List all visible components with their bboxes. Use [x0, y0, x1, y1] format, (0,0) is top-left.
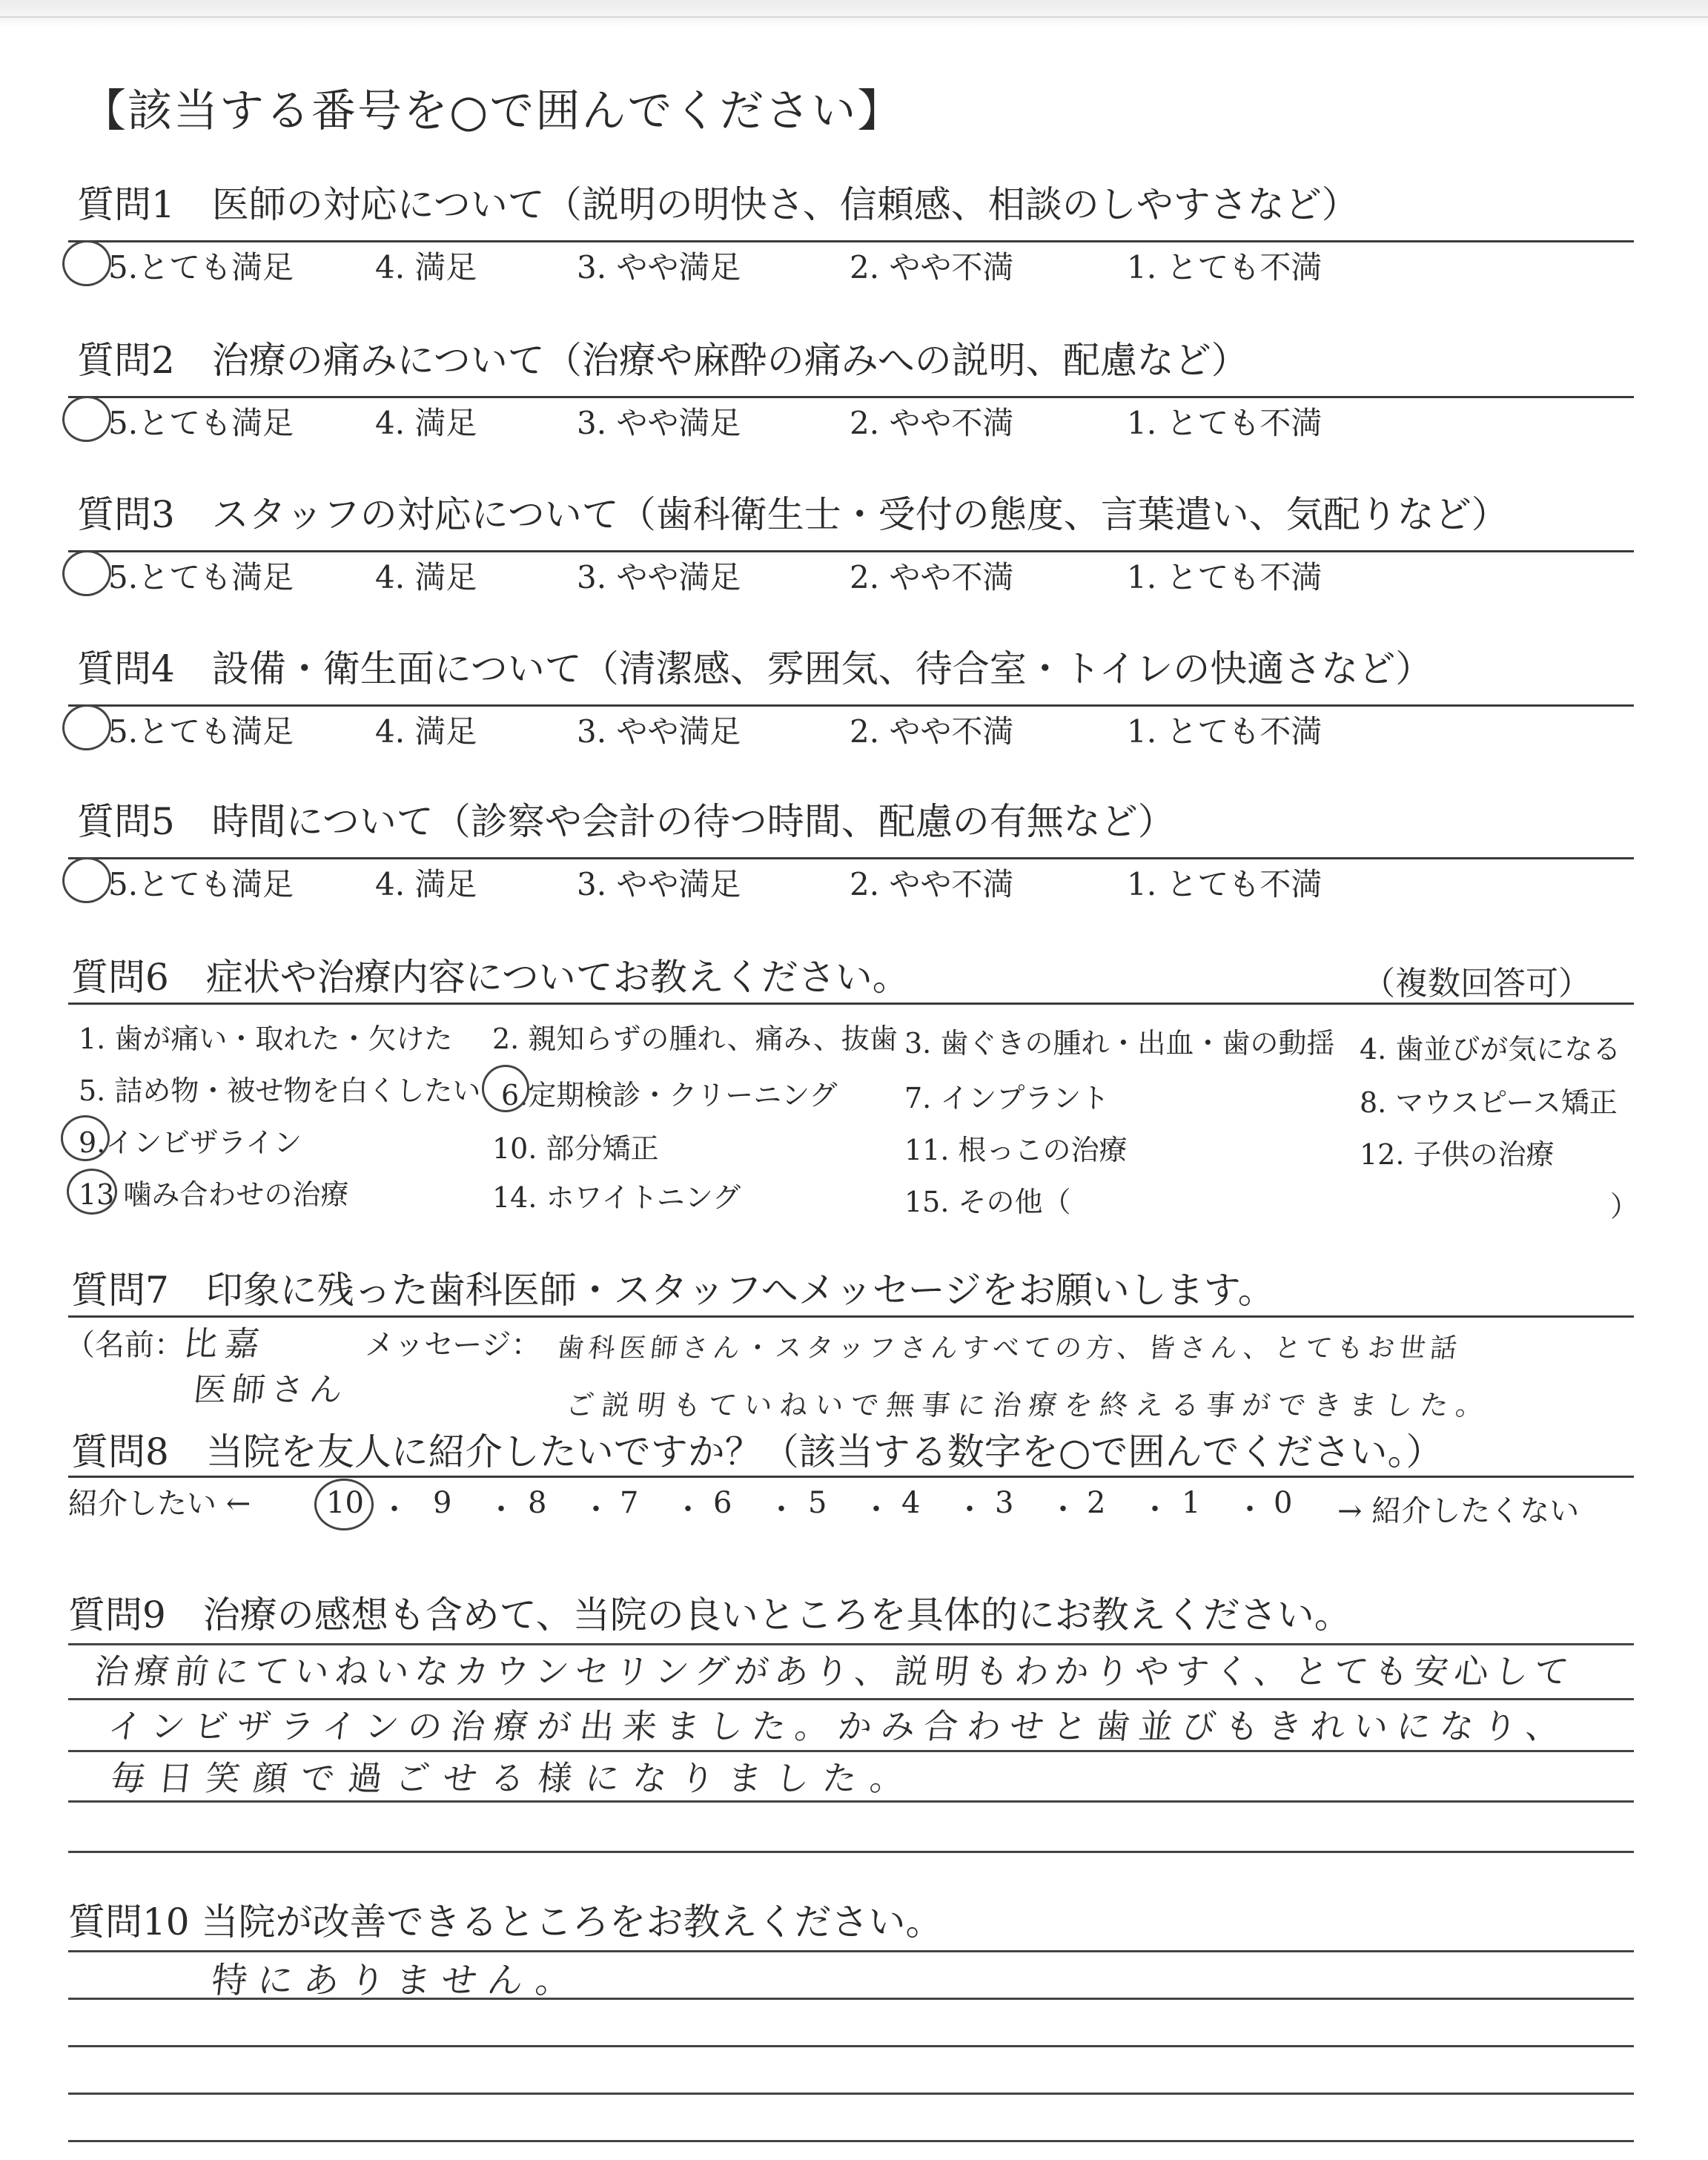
q10-rule-5	[68, 2140, 1634, 2142]
q9-answer-line3: 毎日笑顔で過ごせる様になりました。	[108, 1758, 920, 1798]
q3-option-2[interactable]: 2. やや不満	[850, 559, 1014, 595]
q9-rule-5	[68, 1851, 1634, 1853]
q9-title: 質問9 治療の感想も含めて、当院の良いところを具体的にお教えください。	[68, 1593, 1351, 1636]
q3-option-4[interactable]: 4. 満足	[375, 559, 477, 595]
q6-option-9[interactable]: 9.インビザライン	[79, 1126, 302, 1159]
q4-title: 質問4 設備・衛生面について（清潔感、雰囲気、待合室・トイレの快適さなど）	[77, 647, 1433, 690]
q6-option-10[interactable]: 10. 部分矯正	[492, 1132, 659, 1165]
q6-option-13[interactable]: 13 噛み合わせの治療	[79, 1178, 349, 1211]
q8-right-label: → 紹介したくない	[1337, 1494, 1580, 1528]
q6-option-12[interactable]: 12. 子供の治療	[1360, 1138, 1555, 1171]
q8-scale-9[interactable]: 9	[433, 1486, 452, 1520]
q7-message-handwritten-line2: ご説明もていねいで無事に治療を終える事ができました。	[564, 1389, 1493, 1421]
q7-title: 質問7 印象に残った歯科医師・スタッフへメッセージをお願いします。	[71, 1269, 1275, 1312]
scan-top-edge	[0, 16, 1708, 18]
q8-scale-3[interactable]: 3	[995, 1486, 1014, 1520]
q5-option-2[interactable]: 2. やや不満	[850, 866, 1014, 902]
q8-scale-10[interactable]: 10	[326, 1486, 364, 1520]
q8-scale-separator: ・	[1235, 1493, 1265, 1527]
q4-option-1[interactable]: 1. とても不満	[1127, 713, 1323, 750]
q8-scale-4[interactable]: 4	[901, 1486, 921, 1520]
q8-scale-2[interactable]: 2	[1087, 1486, 1106, 1520]
q4-option-4[interactable]: 4. 満足	[375, 713, 477, 750]
q5-option-5[interactable]: 5.とても満足	[108, 866, 294, 902]
q2-option-5[interactable]: 5.とても満足	[108, 405, 294, 441]
q3-option-1[interactable]: 1. とても不満	[1127, 559, 1323, 595]
q3-rule	[68, 550, 1634, 552]
q8-scale-separator: ・	[486, 1493, 516, 1527]
q6-selection-circle-6	[482, 1065, 529, 1112]
q6-option-3[interactable]: 3. 歯ぐきの腫れ・出血・歯の動揺	[904, 1027, 1335, 1060]
q6-option-1[interactable]: 1. 歯が痛い・取れた・欠けた	[79, 1023, 453, 1055]
q8-scale-8[interactable]: 8	[528, 1486, 547, 1520]
q4-option-5[interactable]: 5.とても満足	[108, 713, 294, 750]
q6-option-15[interactable]: 15. その他（	[904, 1186, 1071, 1218]
q3-selection-circle	[59, 547, 114, 600]
q7-message-label: メッセージ：	[365, 1328, 541, 1362]
q2-selection-circle	[59, 393, 114, 446]
q7-name-handwritten: 比嘉	[181, 1324, 269, 1364]
q9-answer-line1: 治療前にていねいなカウンセリングがあり、説明もわかりやすく、とても安心して	[92, 1651, 1577, 1691]
q2-option-1[interactable]: 1. とても不満	[1127, 405, 1323, 441]
q6-selection-circle-13	[67, 1169, 117, 1215]
q6-other-close-paren: ）	[1610, 1190, 1639, 1223]
q6-option-7[interactable]: 7. インプラント	[904, 1082, 1110, 1114]
q9-rule-4	[68, 1800, 1634, 1803]
q10-rule-3	[68, 2045, 1634, 2047]
q5-rule	[68, 857, 1634, 859]
q8-scale-6[interactable]: 6	[713, 1486, 732, 1520]
q6-title: 質問6 症状や治療内容についてお教えください。	[71, 956, 910, 999]
q6-option-4[interactable]: 4. 歯並びが気になる	[1360, 1033, 1621, 1066]
q10-title: 質問10 当院が改善できるところをお教えください。	[68, 1900, 943, 1943]
q8-scale-5[interactable]: 5	[808, 1486, 827, 1520]
q1-rule	[68, 240, 1634, 242]
q8-scale-separator: ・	[1140, 1493, 1170, 1527]
q4-option-3[interactable]: 3. やや満足	[577, 713, 741, 750]
q2-title: 質問2 治療の痛みについて（治療や麻酔の痛みへの説明、配慮など）	[77, 339, 1248, 382]
q1-option-4[interactable]: 4. 満足	[375, 249, 477, 285]
q1-option-5[interactable]: 5.とても満足	[108, 249, 294, 285]
q6-option-14[interactable]: 14. ホワイトニング	[492, 1181, 741, 1214]
q6-selection-circle-9	[61, 1115, 110, 1161]
q4-option-2[interactable]: 2. やや不満	[850, 713, 1014, 750]
q2-option-3[interactable]: 3. やや満足	[577, 405, 741, 441]
q8-scale-separator: ・	[581, 1493, 611, 1527]
q8-scale-1[interactable]: 1	[1182, 1486, 1201, 1520]
q2-option-2[interactable]: 2. やや不満	[850, 405, 1014, 441]
q8-selection-circle	[314, 1479, 374, 1530]
q6-option-6[interactable]: 6.定期検診・クリーニング	[501, 1079, 838, 1112]
q6-option-11[interactable]: 11. 根っこの治療	[904, 1134, 1128, 1166]
q5-title: 質問5 時間について（診察や会計の待つ時間、配慮の有無など）	[77, 800, 1175, 843]
q4-selection-circle	[59, 701, 114, 754]
q1-option-1[interactable]: 1. とても不満	[1127, 249, 1323, 285]
q5-selection-circle	[59, 854, 114, 907]
q8-scale-separator: ・	[1048, 1493, 1078, 1527]
q9-answer-line2: インビザラインの治療が出来ました。かみ合わせと歯並びもきれいになり、	[105, 1706, 1572, 1746]
scan-top-shadow	[0, 0, 1708, 28]
q7-message-handwritten-line1: 歯科医師さん・スタッフさんすべての方、皆さん、とてもお世話	[555, 1333, 1463, 1364]
q2-option-4[interactable]: 4. 満足	[375, 405, 477, 441]
q7-rule	[68, 1315, 1634, 1318]
q8-scale-separator: ・	[767, 1493, 796, 1527]
q6-note: （複数回答可）	[1363, 965, 1591, 1003]
q7-name-handwritten-line2: 医師さん	[191, 1371, 351, 1409]
q3-option-3[interactable]: 3. やや満足	[577, 559, 741, 595]
q5-option-3[interactable]: 3. やや満足	[577, 866, 741, 902]
q3-title: 質問3 スタッフの対応について（歯科衛生士・受付の態度、言葉遣い、気配りなど）	[77, 493, 1509, 536]
q7-name-label: （名前：	[65, 1328, 184, 1362]
q8-scale-separator: ・	[380, 1493, 409, 1527]
q8-rule	[68, 1476, 1634, 1478]
q1-title: 質問1 医師の対応について（説明の明快さ、信頼感、相談のしやすさなど）	[77, 183, 1359, 226]
q6-option-2[interactable]: 2. 親知らずの腫れ、痛み、抜歯	[492, 1023, 898, 1055]
q8-scale-separator: ・	[861, 1493, 891, 1527]
q4-rule	[68, 704, 1634, 707]
q10-answer: 特にありません。	[209, 1960, 584, 2001]
q5-option-4[interactable]: 4. 満足	[375, 866, 477, 902]
q3-option-5[interactable]: 5.とても満足	[108, 559, 294, 595]
q6-rule	[68, 1003, 1634, 1005]
q8-scale-0[interactable]: 0	[1274, 1486, 1293, 1520]
q8-scale-7[interactable]: 7	[620, 1486, 639, 1520]
q8-scale-separator: ・	[673, 1493, 703, 1527]
q8-title: 質問8 当院を友人に紹介したいですか？（該当する数字を○で囲んでください。）	[71, 1430, 1443, 1473]
q1-option-3[interactable]: 3. やや満足	[577, 249, 741, 285]
q2-rule	[68, 396, 1634, 398]
q5-option-1[interactable]: 1. とても不満	[1127, 866, 1323, 902]
page-title: 【該当する番号を○で囲んでください】	[82, 85, 904, 137]
q10-rule-4	[68, 2093, 1634, 2095]
q6-option-8[interactable]: 8. マウスピース矯正	[1360, 1086, 1618, 1119]
q1-selection-circle	[59, 237, 114, 290]
q8-left-label: 紹介したい ←	[68, 1487, 251, 1521]
q1-option-2[interactable]: 2. やや不満	[850, 249, 1014, 285]
q6-option-5[interactable]: 5. 詰め物・被せ物を白くしたい	[79, 1074, 481, 1107]
q8-scale-separator: ・	[955, 1493, 984, 1527]
